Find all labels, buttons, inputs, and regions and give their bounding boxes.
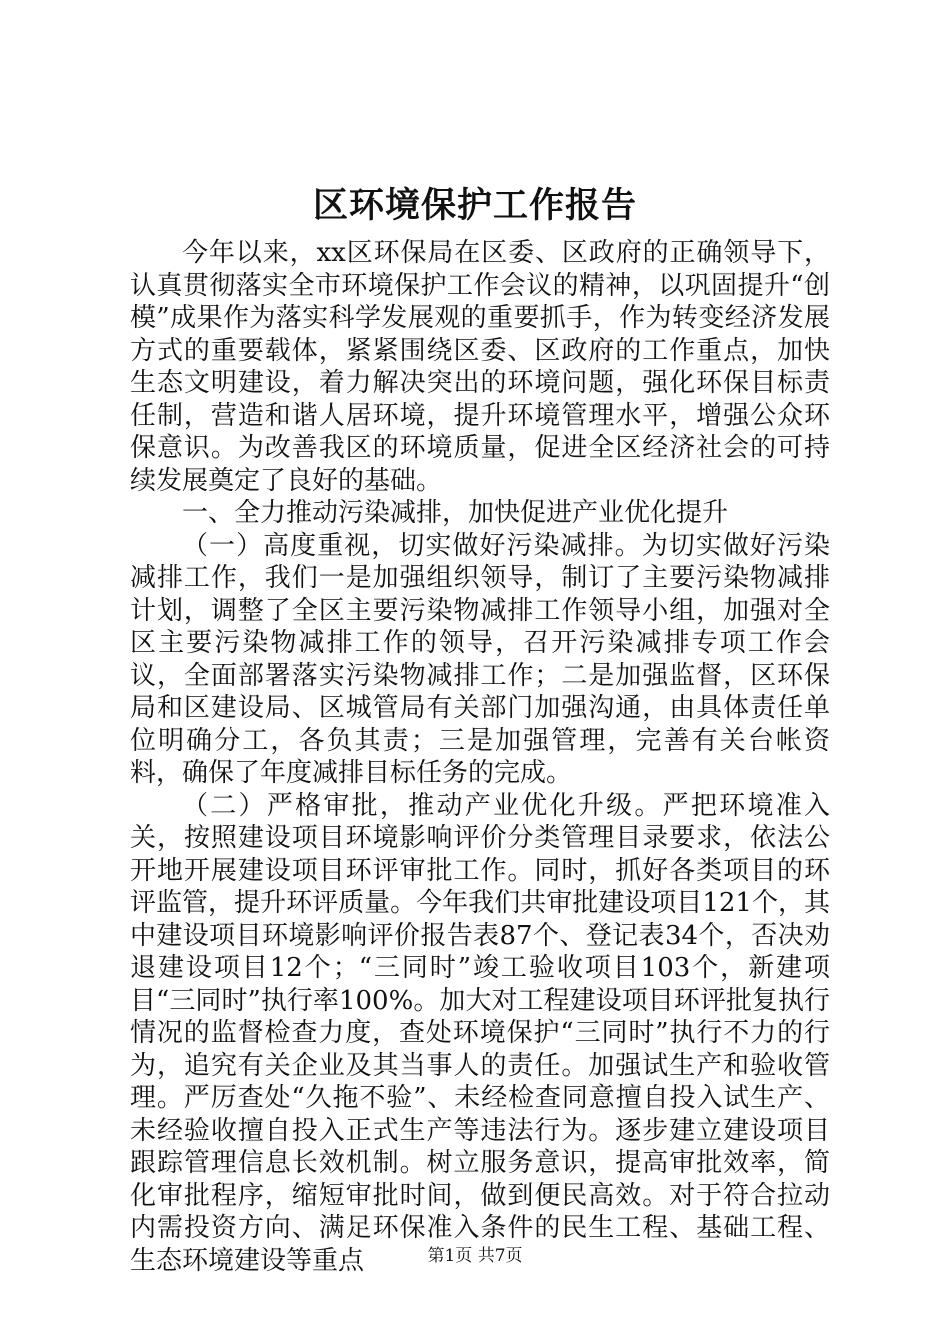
paragraph-subsection-1: （一）高度重视，切实做好污染减排。为切实做好污染减排工作，我们一是加强组织领导，制订了主要污染物减排计划，调整了全区主要污染物减排工作领导小组，加强对全区主要污染物减排工作的领导，召开污染减排专项工作会议，全面部署落实污染物减排工作；二是加强监督，区环保局和区建设局、区城管局有关部门加强沟通，由具体责任单位明确分工，各负其责；三是加强管理，完善有关台帐资料，确保了年度减排目标任务的完成。 [130,530,830,788]
paragraph-intro: 今年以来，xx区环保局在区委、区政府的正确领导下，认真贯彻落实全市环境保护工作会议的精神，以巩固提升“创模”成果作为落实科学发展观的重要抓手，作为转变经济发展方式的重要载体，紧紧围绕区委、区政府的工作重点，加快生态文明建设，着力解决突出的环境问题，强化环保目标责任制，营造和谐人居环境，提升环境管理水平，增强公众环保意识。为改善我区的环境质量，促进全区经济社会的可持续发展奠定了良好的基础。 [130,238,830,496]
document-body [130,237,830,1277]
page-number-footer: 第1页 共7页 [427,1246,523,1266]
section-heading-1: 一、全力推动污染减排，加快促进产业优化提升 [182,498,729,528]
paragraph-subsection-2: （二）严格审批，推动产业优化升级。严把环境准入关，按照建设项目环境影响评价分类管理目录要求，依法公开地开展建设项目环评审批工作。同时，抓好各类项目的环评监管，提升环评质量。今年我们共审批建设项目121个，其中建设项目环境影响评价报告表87个、登记表34个，否决劝退建设项目12个；“三同时”竣工验收项目103个，新建项目“三同时”执行率100%。加大对工程建设项目环评批复执行情况的监督检查力度，查处环境保护“三同时”执行不力的行为，追究有关企业及其当事人的责任。加强试生产和验收管理。严厉查处“久拖不验”、未经检查同意擅自投入试生产、未经验收擅自投入正式生产等违法行为。逐步建立建设项目跟踪管理信息长效机制。树立服务意识，提高审批效率，简化审批程序，缩短审批时间，做到便民高效。对于符合拉动内需投资方向、满足环保准入条件的民生工程、基础工程、生态环境建设等重点 [130,790,830,1276]
document-title: 区环境保护工作报告 [312,185,637,226]
